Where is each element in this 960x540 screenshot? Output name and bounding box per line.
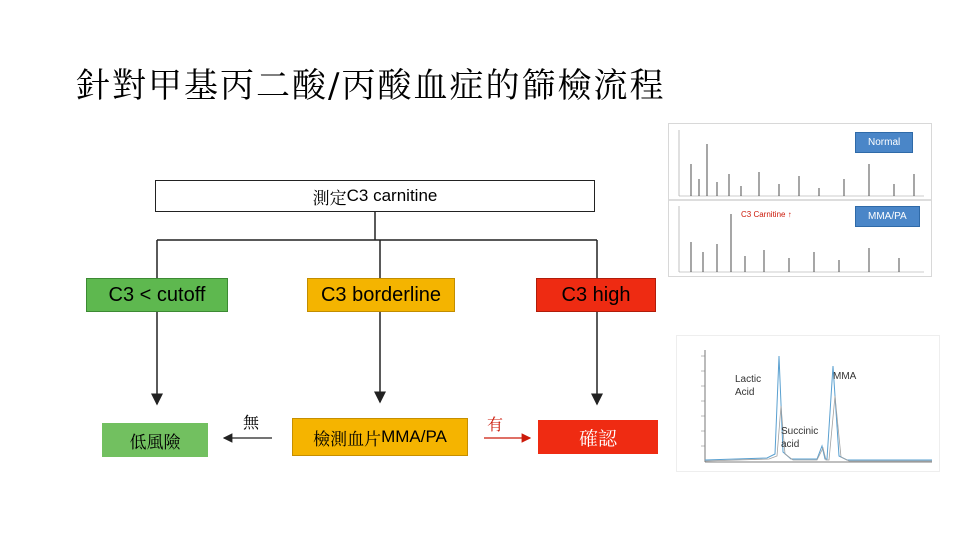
test-suffix: MMA/PA [381, 427, 447, 446]
c3-cutoff-box: C3 < cutoff [86, 278, 228, 312]
yes-label: 有 [487, 415, 504, 434]
ms-spectra-panel [668, 123, 932, 277]
c3-borderline-box: C3 borderline [307, 278, 455, 312]
measure-suffix: C3 carnitine [346, 186, 438, 205]
no-label: 無 [243, 413, 260, 432]
succinic-acid-label: Succinic acid [781, 426, 819, 450]
page-title: 針對甲基丙二酸/丙酸血症的篩檢流程 [76, 66, 666, 106]
c3-carnitine-label: C3 Carnitine ↑ [741, 210, 792, 219]
normal-tag: Normal [855, 132, 913, 153]
mma-peak-label: MMA [833, 371, 857, 382]
confirm-box: 確認 [538, 420, 658, 454]
c3-high-box: C3 high [536, 278, 656, 312]
test-prefix: 檢測血片 [313, 429, 382, 450]
mma-pa-tag: MMA/PA [855, 206, 920, 227]
lactic-acid-label: Lactic Acid [735, 374, 762, 398]
chromatogram-panel [676, 335, 940, 472]
measure-prefix: 測定 [312, 188, 347, 209]
measure-c3-box [155, 180, 595, 212]
test-mma-pa-box [292, 418, 468, 456]
low-risk-box: 低風險 [102, 423, 208, 457]
